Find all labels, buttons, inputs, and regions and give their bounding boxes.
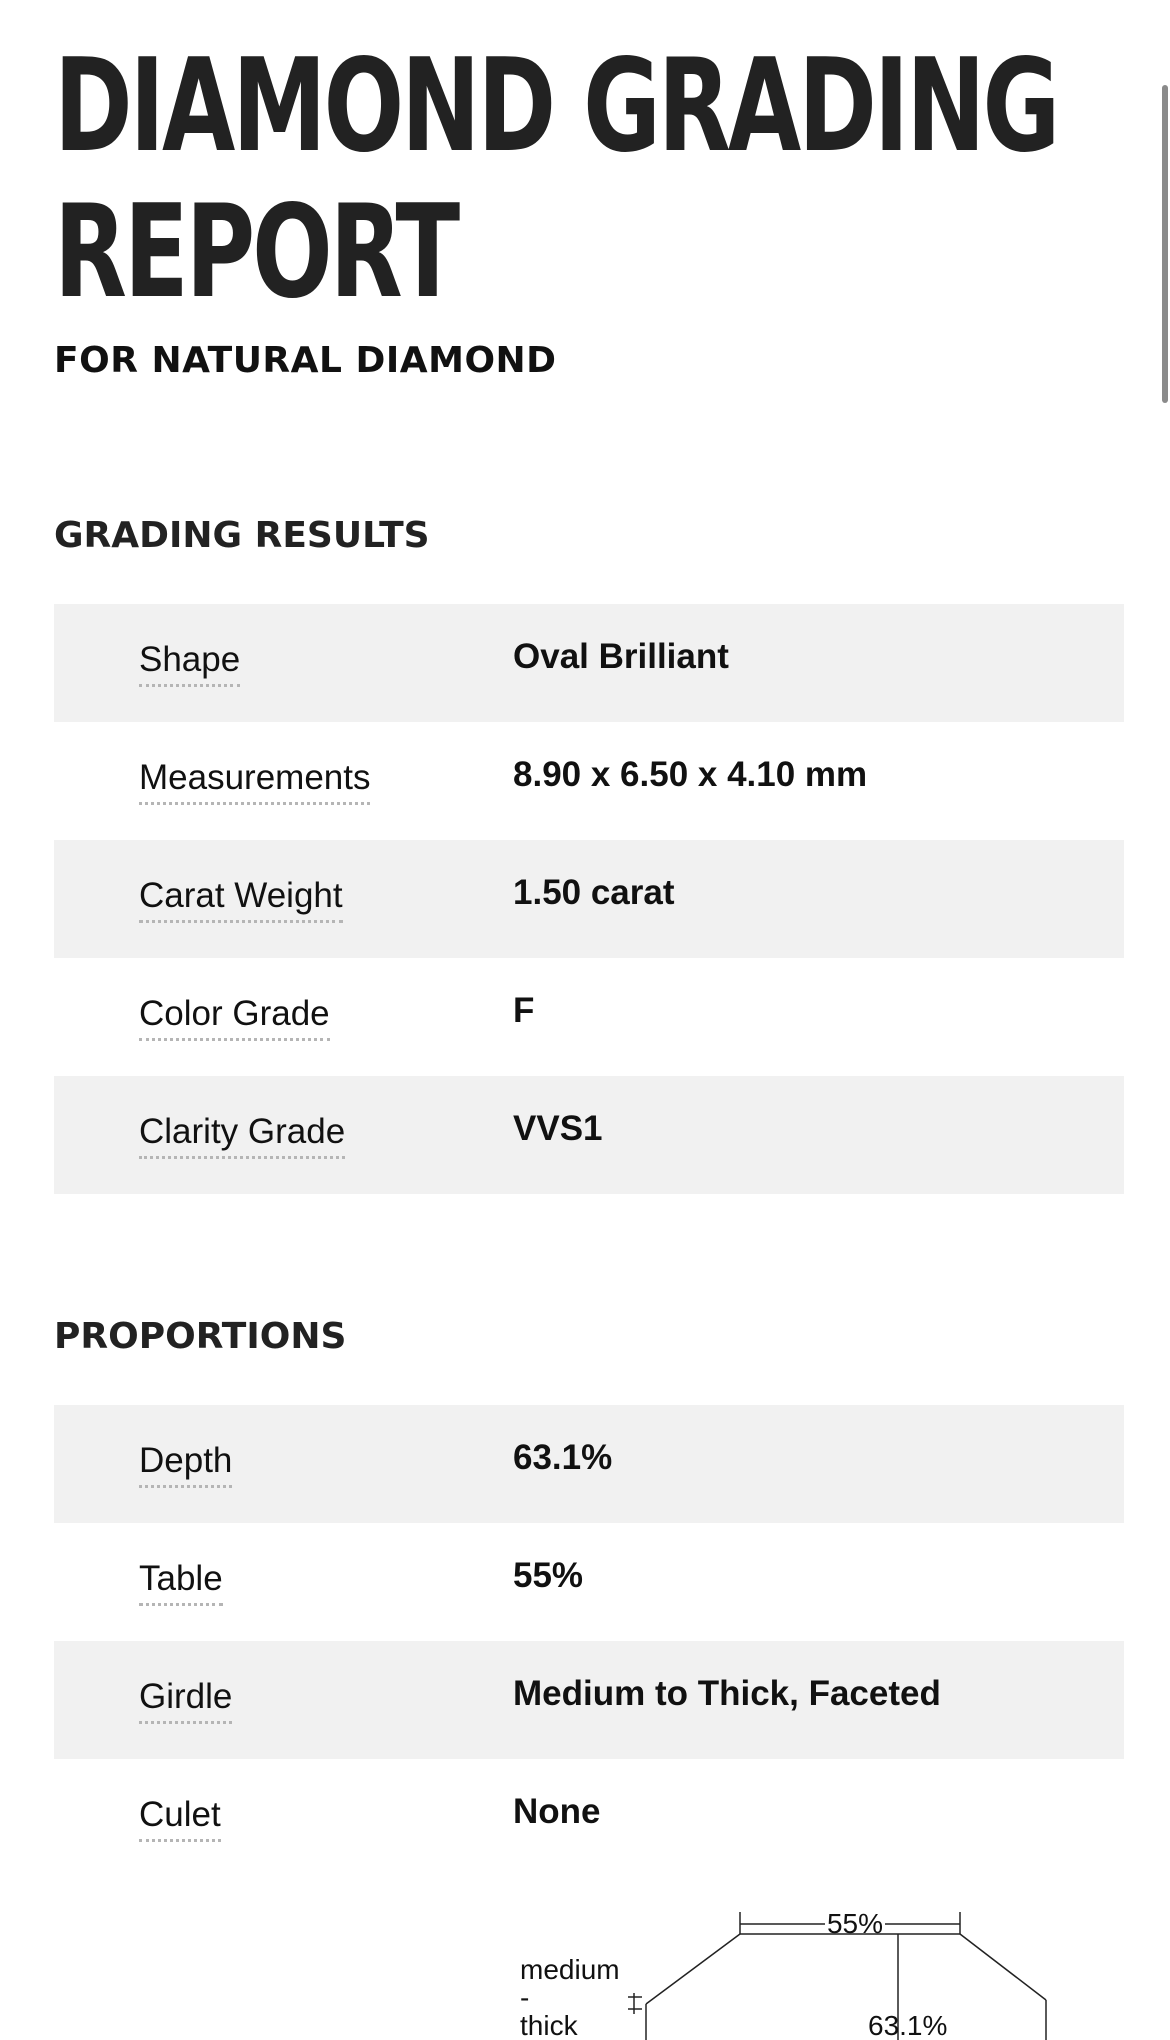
depth-percent-label: 63.1% — [868, 2010, 948, 2040]
table-percent-label: 55% — [826, 1908, 884, 1939]
crown-left-edge — [646, 1934, 740, 2004]
girdle-label-line-1: medium — [520, 1954, 620, 1985]
table-row — [54, 1523, 1124, 1641]
page-subtitle: FOR NATURAL DIAMOND — [54, 340, 557, 381]
table-row — [54, 840, 1124, 958]
row-value-measurements: 8.90 x 6.50 x 4.10 mm — [513, 755, 868, 794]
page-title-line-1: DIAMOND GRADING — [54, 32, 1058, 181]
row-value-clarity-grade: VVS1 — [513, 1109, 603, 1148]
proportions-table — [54, 1405, 1124, 1877]
row-value-depth: 63.1% — [513, 1438, 613, 1477]
row-label-girdle[interactable]: Girdle — [139, 1675, 232, 1724]
row-label-culet[interactable]: Culet — [139, 1793, 221, 1842]
row-value-shape: Oval Brilliant — [513, 637, 729, 676]
girdle-label-line-2: - — [520, 1982, 530, 2013]
vertical-scrollbar[interactable] — [1162, 85, 1168, 403]
table-row — [54, 722, 1124, 840]
row-label-table[interactable]: Table — [139, 1557, 223, 1606]
crown-right-edge — [960, 1934, 1046, 2000]
grading-results-table — [54, 604, 1124, 1194]
row-value-table: 55% — [513, 1556, 584, 1595]
diamond-profile-diagram — [500, 1900, 1100, 2040]
table-row — [54, 1759, 1124, 1877]
row-label-clarity-grade[interactable]: Clarity Grade — [139, 1110, 345, 1159]
row-label-color-grade[interactable]: Color Grade — [139, 992, 330, 1041]
row-label-measurements[interactable]: Measurements — [139, 756, 370, 805]
row-value-culet: None — [513, 1792, 601, 1831]
girdle-label-line-3: thick — [520, 2010, 578, 2040]
table-row — [54, 958, 1124, 1076]
table-row — [54, 1405, 1124, 1523]
grading-results-heading: GRADING RESULTS — [54, 515, 430, 556]
table-row — [54, 1641, 1124, 1759]
page-title-line-2: REPORT — [54, 178, 458, 327]
row-value-girdle: Medium to Thick, Faceted — [513, 1674, 941, 1713]
proportions-heading: PROPORTIONS — [54, 1316, 347, 1357]
row-label-shape[interactable]: Shape — [139, 638, 240, 687]
page-title — [54, 34, 1057, 326]
row-label-depth[interactable]: Depth — [139, 1439, 232, 1488]
proportions-diagram — [500, 1900, 1100, 2040]
row-value-color-grade: F — [513, 991, 535, 1030]
table-row — [54, 1076, 1124, 1194]
row-value-carat-weight: 1.50 carat — [513, 873, 675, 912]
row-label-carat-weight[interactable]: Carat Weight — [139, 874, 343, 923]
table-row — [54, 604, 1124, 722]
